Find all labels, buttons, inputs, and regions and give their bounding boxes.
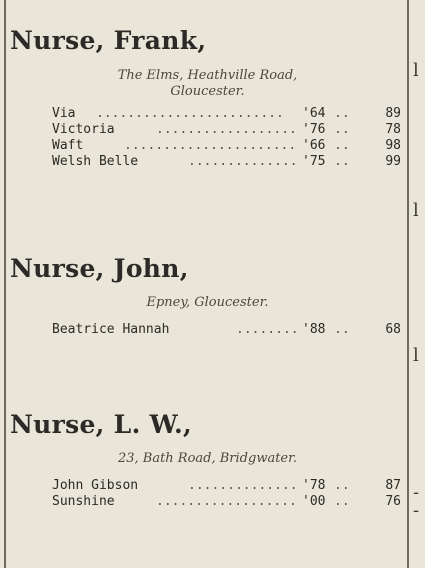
- page-number: 68: [385, 322, 401, 337]
- owner-name: Nurse, L. W.,: [10, 410, 193, 439]
- horse-name: Via: [52, 106, 76, 121]
- horse-name: Sunshine: [52, 494, 115, 509]
- column-rule-left: [4, 0, 6, 568]
- dot-leader: ..................: [156, 494, 297, 509]
- owner-entry: [10, 410, 405, 510]
- year: '75: [302, 154, 326, 169]
- dot-leader: ..: [334, 494, 350, 509]
- year: '00: [302, 494, 326, 509]
- horse-list: [10, 478, 405, 510]
- dot-leader: ..............: [188, 154, 298, 169]
- dot-leader: ..: [334, 322, 350, 337]
- horse-row: [10, 122, 405, 138]
- next-column-fragment: l: [413, 60, 419, 81]
- dot-leader: ..: [334, 106, 350, 121]
- dot-leader: ..: [334, 154, 350, 169]
- page-number: 89: [385, 106, 401, 121]
- next-column-fragment: -: [413, 482, 420, 503]
- owner-address: The Elms, Heathville Road, Gloucester.: [117, 68, 298, 99]
- dot-leader: ..: [334, 122, 350, 137]
- column-rule-right: [407, 0, 409, 568]
- page-number: 99: [385, 154, 401, 169]
- owner-address: Epney, Gloucester.: [146, 295, 269, 310]
- next-column-fragment: l: [413, 200, 419, 221]
- horse-name: Beatrice Hannah: [52, 322, 170, 337]
- horse-list: [10, 106, 405, 170]
- next-column-fragment: -: [413, 500, 420, 521]
- horse-list: [10, 322, 405, 338]
- page-number: 78: [385, 122, 401, 137]
- owner-entry: [10, 26, 405, 170]
- page-number: 76: [385, 494, 401, 509]
- year: '78: [302, 478, 326, 493]
- dot-leader: ........: [236, 322, 299, 337]
- dot-leader: ..............: [188, 478, 298, 493]
- dot-leader: ..................: [156, 122, 297, 137]
- year: '88: [302, 322, 326, 337]
- horse-row: [10, 478, 405, 494]
- owner-name: Nurse, Frank,: [10, 26, 207, 55]
- horse-name: Victoria: [52, 122, 115, 137]
- horse-name: Waft: [52, 138, 84, 153]
- horse-row: [10, 138, 405, 154]
- horse-row: [10, 154, 405, 170]
- year: '76: [302, 122, 326, 137]
- horse-row: [10, 494, 405, 510]
- dot-leader: ......................: [124, 138, 297, 153]
- year: '64: [302, 106, 326, 121]
- owner-entry: [10, 254, 405, 338]
- owner-name: Nurse, John,: [10, 254, 189, 283]
- year: '66: [302, 138, 326, 153]
- dot-leader: ..: [334, 478, 350, 493]
- dot-leader: ..: [334, 138, 350, 153]
- page-number: 98: [385, 138, 401, 153]
- horse-row: [10, 106, 405, 122]
- owner-address: 23, Bath Road, Bridgwater.: [117, 451, 298, 466]
- page-number: 87: [385, 478, 401, 493]
- horse-name: Welsh Belle: [52, 154, 139, 169]
- dot-leader: ........................: [96, 106, 284, 121]
- horse-row: [10, 322, 405, 338]
- horse-name: John Gibson: [52, 478, 139, 493]
- next-column-fragment: l: [413, 345, 419, 366]
